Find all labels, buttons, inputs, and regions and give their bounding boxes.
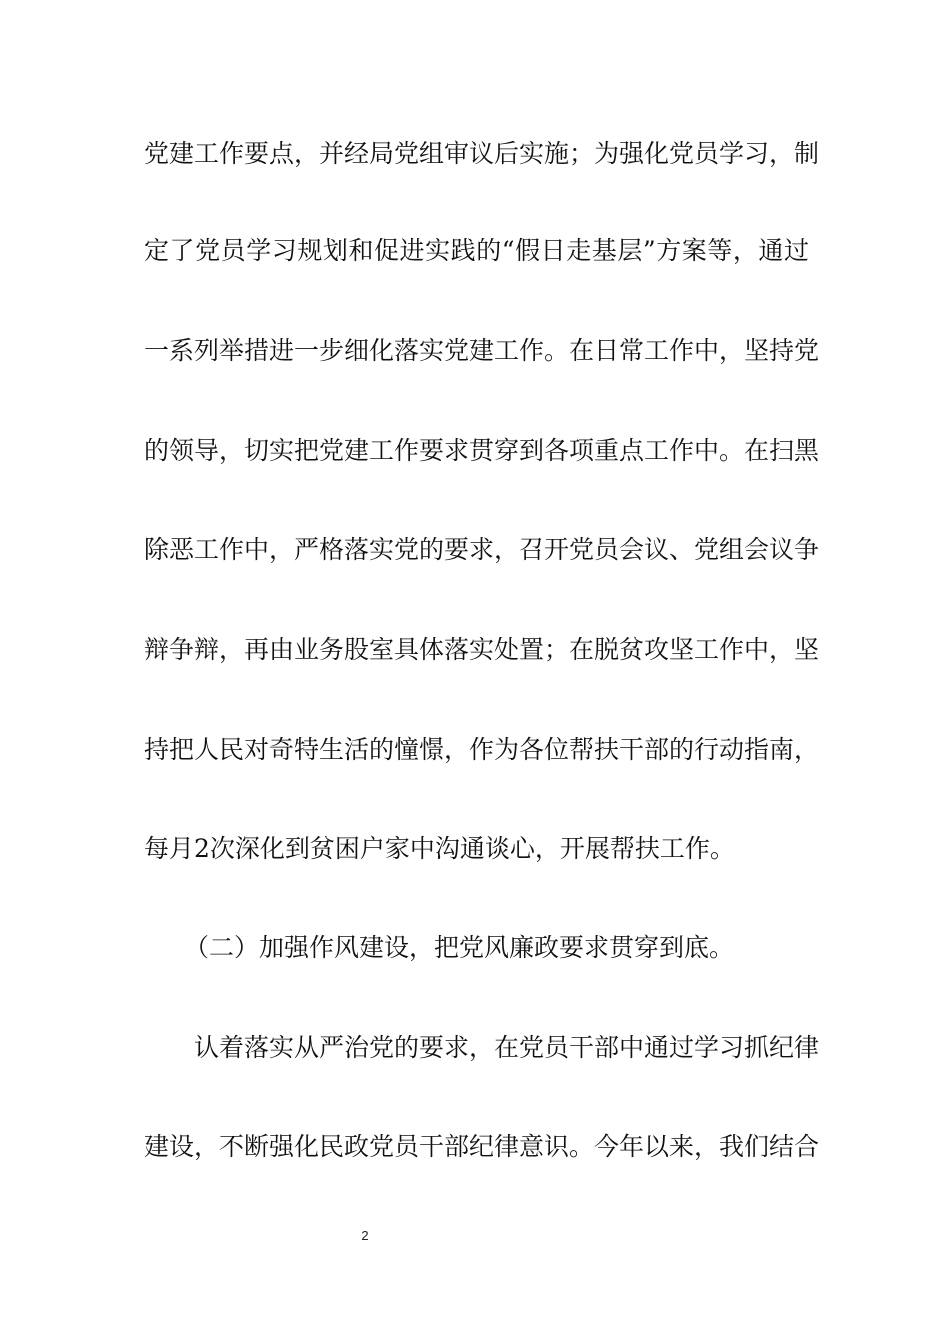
body-text-line-3: 一系列举措进一步细化落实党建工作。在日常工作中，坚持党 (144, 336, 820, 365)
body-text-line-6: 辩争辩，再由业务股室具体落实处置；在脱贫攻坚工作中，坚 (144, 635, 820, 664)
paragraph-line-2: 建设，不断强化民政党员干部纪律意识。今年以来，我们结合 (144, 1132, 820, 1161)
body-text-line-8: 每月2次深化到贫困户家中沟通谈心，开展帮扶工作。 (144, 834, 735, 863)
body-text-line-1: 党建工作要点，并经局党组审议后实施；为强化党员学习，制 (144, 139, 820, 168)
body-text-line-7: 持把人民对奇特生活的憧憬，作为各位帮扶干部的行动指南， (144, 735, 820, 764)
section-heading: （二）加强作风建设，把党风廉政要求贯穿到底。 (184, 933, 735, 962)
body-text-line-2: 定了党员学习规划和促进实践的“假日走基层”方案等，通过 (144, 236, 809, 265)
page-number: 2 (361, 1228, 369, 1243)
body-text-line-4: 的领导，切实把党建工作要求贯穿到各项重点工作中。在扫黑 (144, 436, 820, 465)
paragraph-line-1: 认着落实从严治党的要求，在党员干部中通过学习抓纪律 (194, 1033, 820, 1062)
body-text-line-5: 除恶工作中，严格落实党的要求，召开党员会议、党组会议争 (144, 535, 820, 564)
